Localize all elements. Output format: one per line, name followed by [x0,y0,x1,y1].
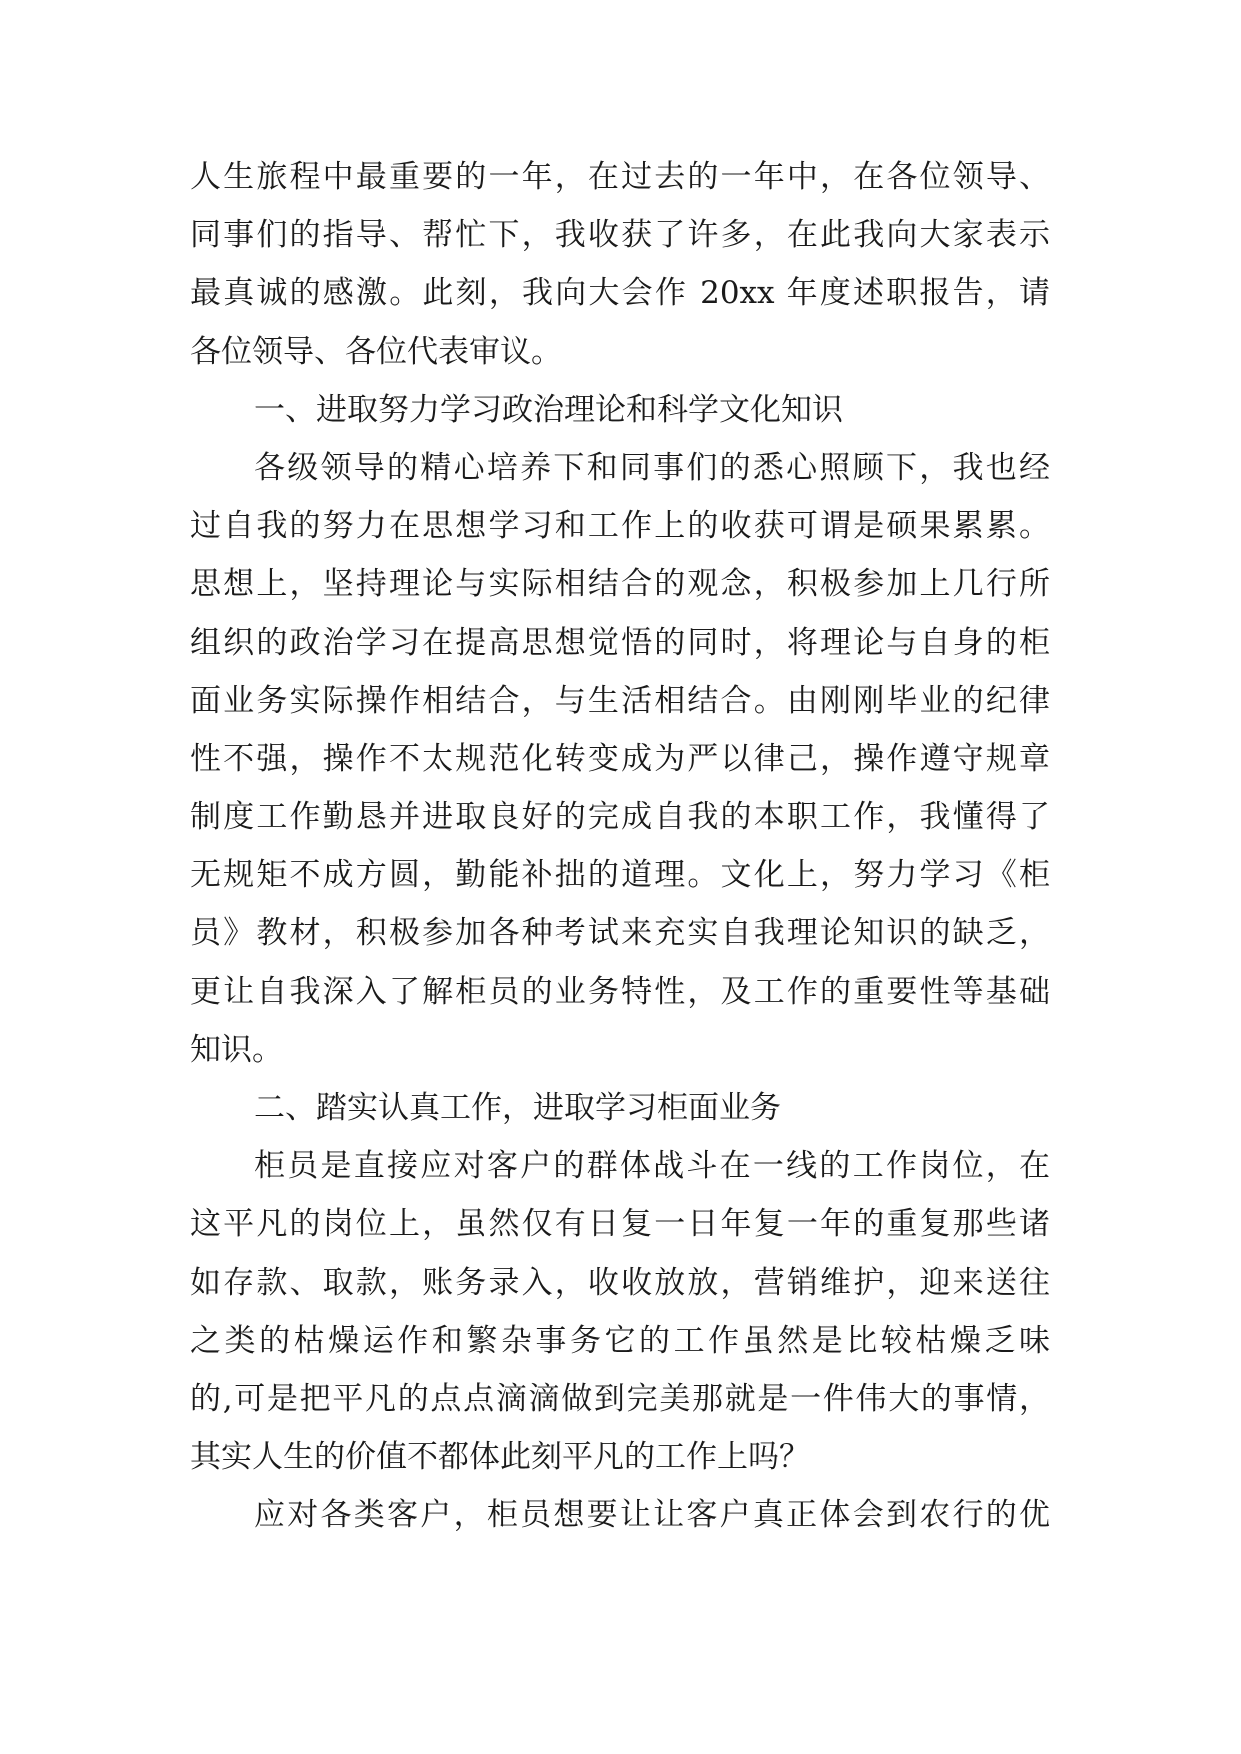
text-line: 制度工作勤恳并进取良好的完成自我的本职工作，我懂得了 [190,799,1050,836]
text-line: 这平凡的岗位上，虽然仅有日复一日年复一年的重复那些诸 [190,1206,1050,1243]
text-line: 各位领导、各位代表审议。 [190,333,562,370]
text-line: 知识。 [190,1031,283,1068]
text-line: 一、进取努力学习政治理论和科学文化知识 [254,391,843,428]
text-line: 如存款、取款，账务录入，收收放放，营销维护，迎来送往 [190,1264,1050,1301]
text-line: 的,可是把平凡的点点滴滴做到完美那就是一件伟大的事情， [190,1380,1050,1417]
text-line: 面业务实际操作相结合，与生活相结合。由刚刚毕业的纪律 [190,682,1050,719]
text-line: 二、踏实认真工作，进取学习柜面业务 [254,1090,781,1126]
text-line: 思想上，坚持理论与实际相结合的观念，积极参加上几行所 [190,566,1050,603]
text-line: 无规矩不成方圆，勤能补拙的道理。文化上，努力学习《柜 [190,857,1050,894]
text-line: 人生旅程中最重要的一年，在过去的一年中，在各位领导、 [190,159,1050,195]
text-line: 更让自我深入了解柜员的业务特性，及工作的重要性等基础 [190,973,1050,1010]
text-line: 同事们的指导、帮忙下，我收获了许多，在此我向大家表示 [190,217,1050,254]
text-line: 性不强，操作不太规范化转变成为严以律己，操作遵守规章 [190,740,1050,777]
text-line: 组织的政治学习在提高思想觉悟的同时，将理论与自身的柜 [190,624,1050,661]
text-line: 各级领导的精心培养下和同事们的悉心照顾下，我也经 [254,449,1050,486]
text-line: 最真诚的感激。此刻，我向大会作 20xx 年度述职报告，请 [190,275,1050,312]
text-line: 应对各类客户，柜员想要让让客户真正体会到农行的优 [254,1497,1050,1534]
text-line: 之类的枯燥运作和繁杂事务它的工作虽然是比较枯燥乏味 [190,1322,1050,1359]
text-line: 其实人生的价值不都体此刻平凡的工作上吗？ [190,1439,810,1476]
text-line: 员》教材，积极参加各种考试来充实自我理论知识的缺乏， [190,915,1050,952]
text-line: 柜员是直接应对客户的群体战斗在一线的工作岗位，在 [254,1148,1050,1185]
document-body [190,148,1050,1545]
text-line: 过自我的努力在思想学习和工作上的收获可谓是硕果累累。 [190,508,1050,545]
